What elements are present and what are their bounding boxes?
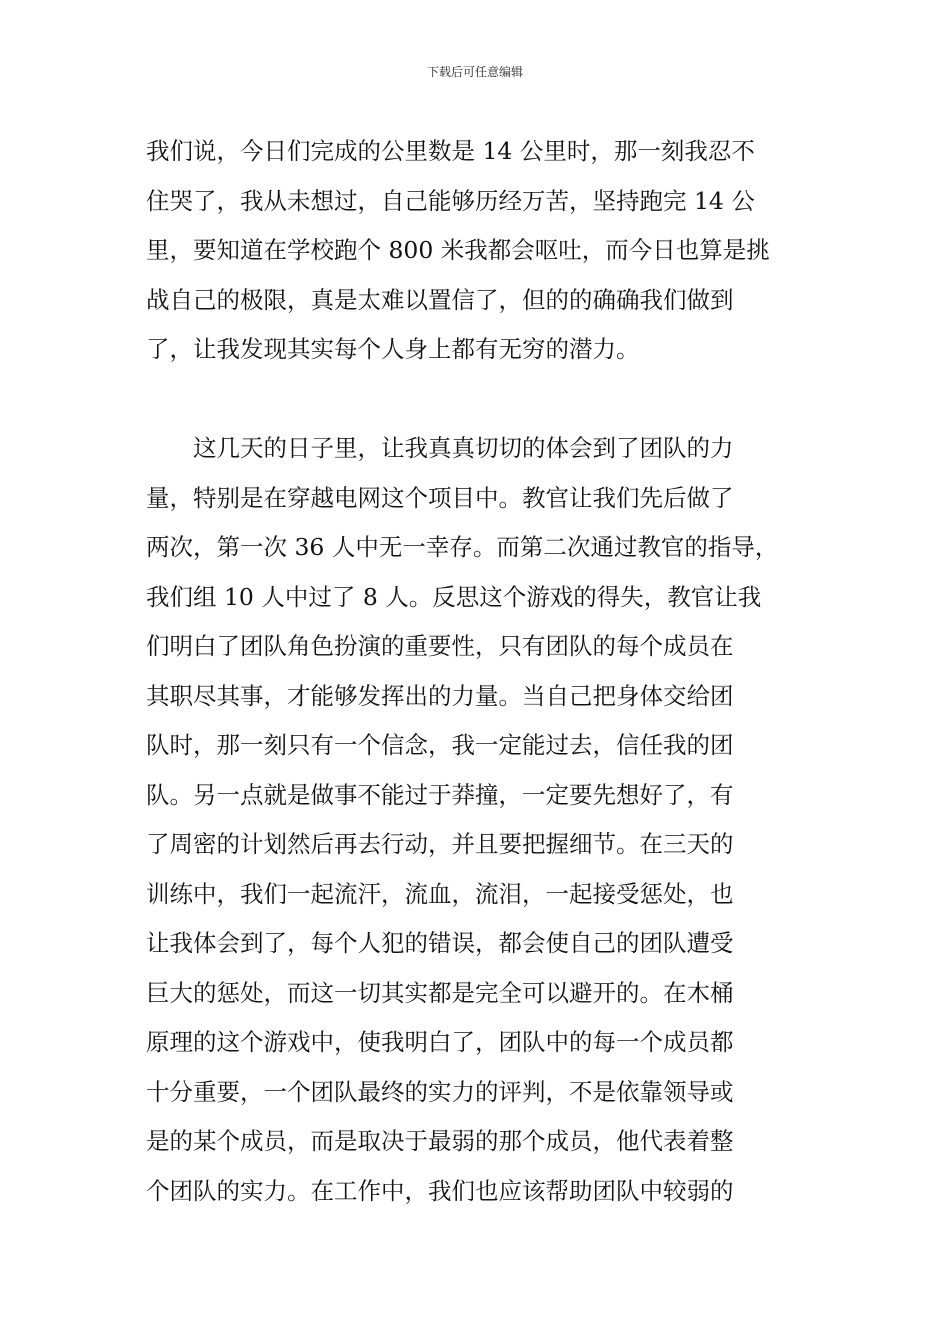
text-line: 队时，那一刻只有一个信念，我一定能过去，信任我的团 <box>146 731 734 759</box>
text-line: 个团队的实力。在工作中，我们也应该帮助团队中较弱的 <box>146 1176 734 1205</box>
paragraph-2 <box>146 424 816 1216</box>
text-line: 了周密的计划然后再去行动，并且要把握细节。在三天的 <box>146 830 734 858</box>
text-line: 巨大的惩处，而这一切其实都是完全可以避开的。在木桶 <box>146 978 734 1007</box>
text-line: 十分重要，一个团队最终的实力的评判，不是依靠领导或 <box>146 1077 734 1106</box>
text-line: 我们组 10 人中过了 8 人。反思这个游戏的得失，教官让我 <box>146 582 762 611</box>
page-header: 下载后可任意编辑 <box>426 65 523 79</box>
text-line: 量，特别是在穿越电网这个项目中。教官让我们先后做了 <box>146 483 734 512</box>
text-line: 训练中，我们一起流汗，流血，流泪，一起接受惩处，也 <box>146 879 734 908</box>
paragraph-spacer <box>146 375 816 425</box>
text-line: 让我体会到了，每个人犯的错误，都会使自己的团队遭受 <box>146 929 734 957</box>
text-line: 其职尽其事，才能够发挥出的力量。当自己把身体交给团 <box>146 681 734 710</box>
text-line: 两次，第一次 36 人中无一幸存。而第二次通过教官的指导， <box>146 533 779 561</box>
paragraph-1 <box>146 127 816 375</box>
text-line: 原理的这个游戏中，使我明白了，团队中的每一个成员都 <box>146 1028 734 1056</box>
text-line: 这几天的日子里，让我真真切切的体会到了团队的力 <box>146 434 734 462</box>
text-line: 是的某个成员，而是取决于最弱的那个成员，他代表着整 <box>146 1127 734 1155</box>
text-line: 里，要知道在学校跑个 800 米我都会呕吐，而今日也算是挑 <box>146 236 770 264</box>
text-line: 战自己的极限，真是太难以置信了，但的的确确我们做到 <box>146 285 734 314</box>
document-body <box>146 127 816 1216</box>
text-line: 们明白了团队角色扮演的重要性，只有团队的每个成员在 <box>146 632 734 660</box>
text-line: 队。另一点就是做事不能过于莽撞，一定要先想好了，有 <box>146 780 734 809</box>
text-line: 了，让我发现其实每个人身上都有无穷的潜力。 <box>146 335 640 363</box>
text-line: 住哭了，我从未想过，自己能够历经万苦，坚持跑完 14 公 <box>146 186 755 215</box>
text-line: 我们说，今日们完成的公里数是 14 公里时，那一刻我忍不 <box>146 137 755 165</box>
